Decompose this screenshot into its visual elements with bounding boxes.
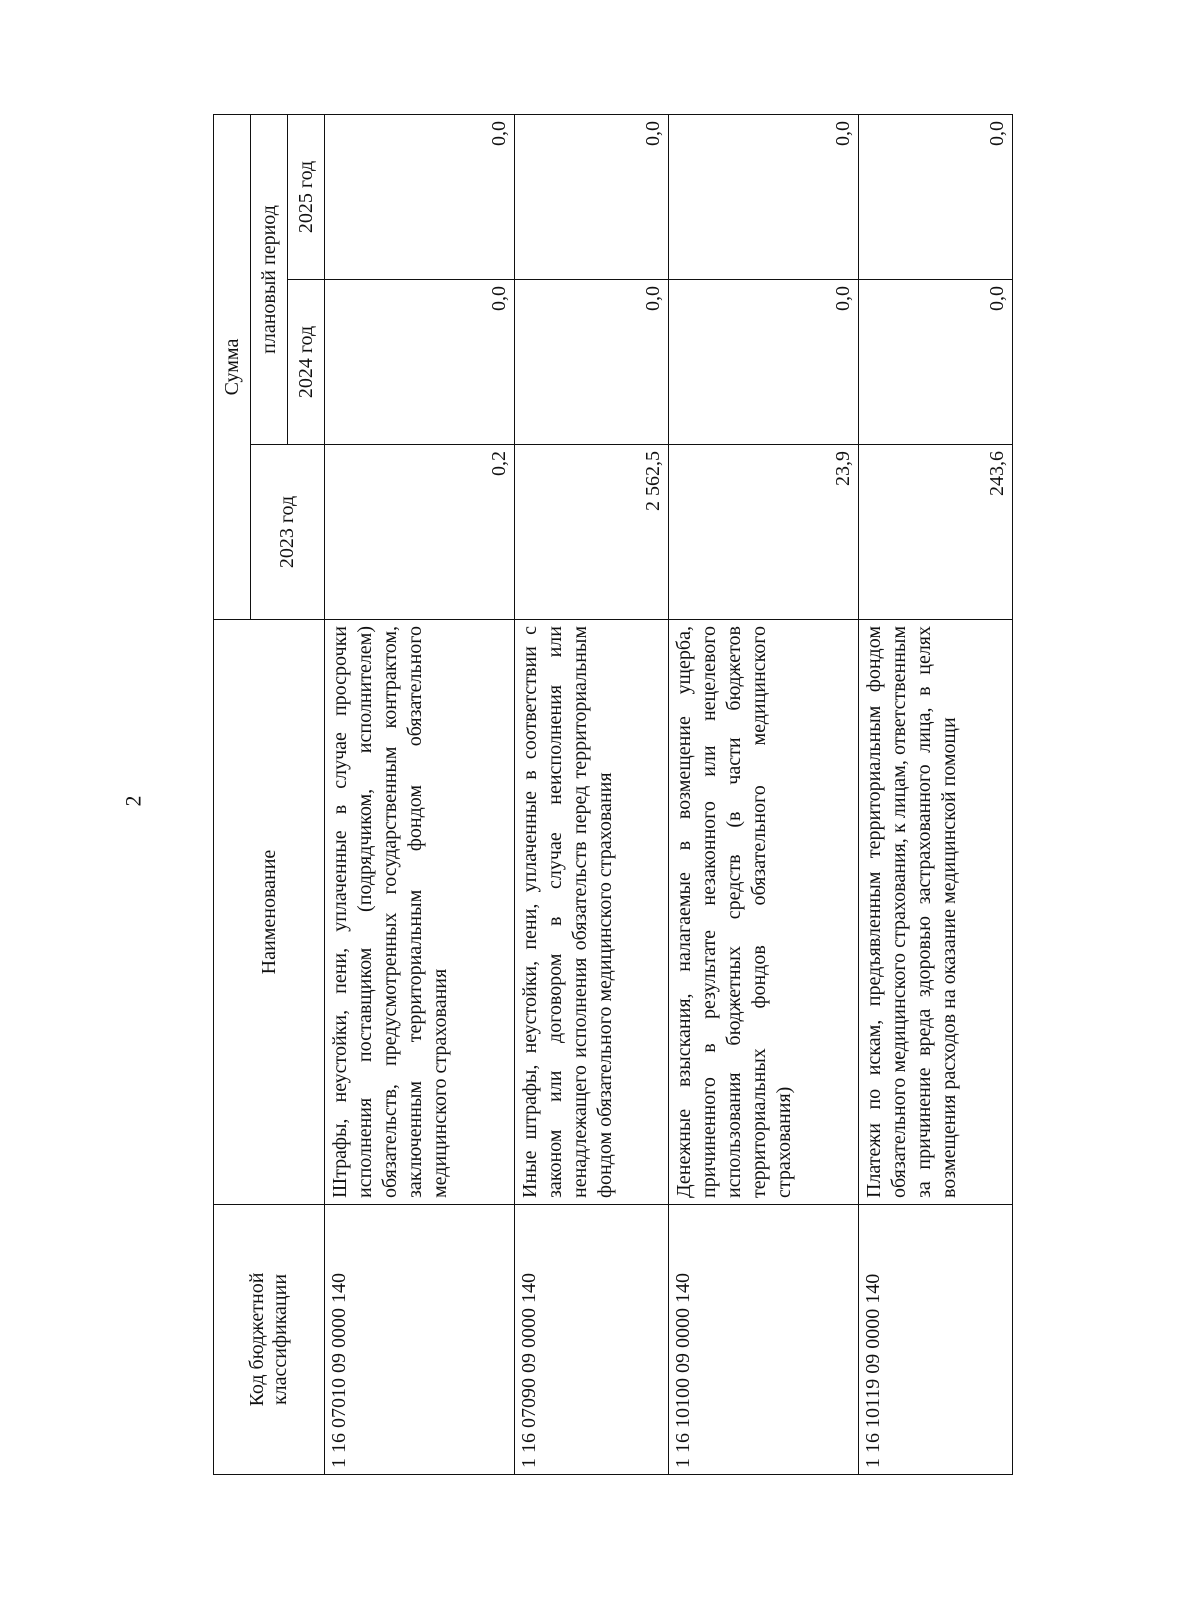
row-value-2025: 0,0 <box>858 114 1012 279</box>
row-value-2024: 0,0 <box>325 280 515 445</box>
row-code: 1 16 07010 09 0000 140 <box>325 1205 515 1475</box>
row-value-2023: 243,6 <box>858 445 1012 620</box>
header-year-2024: 2024 год <box>288 280 325 445</box>
header-code: Код бюджетной классификации <box>214 1205 325 1475</box>
row-value-2023: 23,9 <box>668 445 858 620</box>
rotated-table-container <box>213 115 1013 1475</box>
row-value-2025: 0,0 <box>668 114 858 279</box>
row-value-2024: 0,0 <box>858 280 1012 445</box>
table-row <box>514 114 668 1474</box>
header-year-2023: 2023 год <box>251 445 325 620</box>
row-value-2024: 0,0 <box>514 280 668 445</box>
header-planned-period: плановый период <box>251 114 288 444</box>
header-name: Наименование <box>214 620 325 1205</box>
row-value-2025: 0,0 <box>325 114 515 279</box>
header-year-2025: 2025 год <box>288 114 325 279</box>
row-value-2024: 0,0 <box>668 280 858 445</box>
row-name: Штрафы, неустойки, пени, уплаченные в случае просрочки исполнения поставщиком (подрядчиком, исполнителем) обязательств, предусмотренных государственным контрактом, заключенным территориальным фондом обязательного медицинского страхования <box>325 620 515 1205</box>
table-row <box>858 114 1012 1474</box>
row-code: 1 16 10119 09 0000 140 <box>858 1205 1012 1475</box>
table-row <box>668 114 858 1474</box>
row-value-2025: 0,0 <box>514 114 668 279</box>
row-name: Денежные взыскания, налагаемые в возмещение ущерба, причиненного в результате незаконного или нецелевого использования бюджетных средств (в части бюджетов территориальных фондов обязательного медицинского страхования) <box>668 620 858 1205</box>
row-code: 1 16 10100 09 0000 140 <box>668 1205 858 1475</box>
page-number: 2 <box>120 795 146 807</box>
row-value-2023: 2 562,5 <box>514 445 668 620</box>
revenue-table <box>213 114 1013 1475</box>
header-sum: Сумма <box>214 114 251 619</box>
row-name: Иные штрафы, неустойки, пени, уплаченные в соответствии с законом или договором в случае неисполнения или ненадлежащего исполнения обязательств перед территориальным фондом обязательного медицинского страхования <box>514 620 668 1205</box>
row-code: 1 16 07090 09 0000 140 <box>514 1205 668 1475</box>
row-value-2023: 0,2 <box>325 445 515 620</box>
table-row <box>325 114 515 1474</box>
row-name: Платежи по искам, предъявленным территориальным фондом обязательного медицинского страхования, к лицам, ответственным за причинение вреда здоровью застрахованного лица, в целях возмещения расходов на оказание медицинской помощи <box>858 620 1012 1205</box>
